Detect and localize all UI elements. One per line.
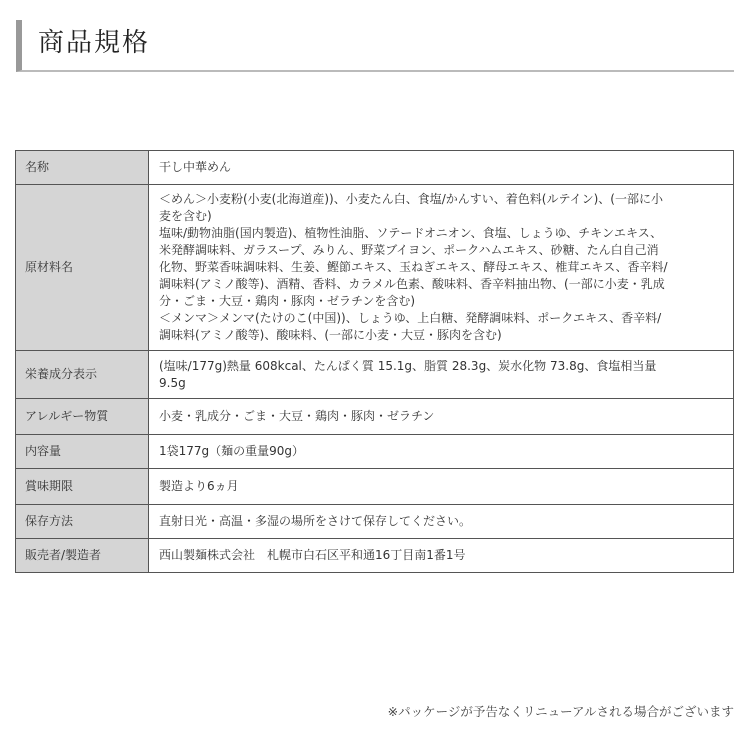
spec-row-allergens	[16, 399, 734, 435]
spec-value-line: 化物、野菜香味調味料、生姜、鰹節エキス、玉ねぎエキス、酵母エキス、椎茸エキス、香辛料/	[159, 260, 668, 274]
spec-row-storage	[16, 505, 734, 539]
spec-row-maker	[16, 539, 734, 573]
spec-value-line: ＜めん＞小麦粉(小麦(北海道産))、小麦たん白、食塩/かんすい、着色料(ルテイン)、(一部に小	[159, 192, 663, 206]
spec-value-line: (塩味/177g)熱量 608kcal、たんぱく質 15.1g、脂質 28.3g、炭水化物 73.8g、食塩相当量	[159, 358, 657, 373]
spec-value-line: 調味料(アミノ酸等)、酒精、香料、カラメル色素、酸味料、香辛料抽出物、(一部に小麦・乳成	[159, 277, 665, 291]
spec-value	[149, 185, 734, 351]
spec-value-line: 9.5g	[159, 375, 186, 390]
spec-row-nutrition	[16, 351, 734, 399]
spec-label: 保存方法	[16, 505, 149, 539]
spec-value-line: 分・ごま・大豆・鶏肉・豚肉・ゼラチンを含む)	[159, 294, 416, 308]
spec-value	[149, 469, 734, 505]
spec-value-line: 西山製麺株式会社 札幌市白石区平和通16丁目南1番1号	[159, 548, 466, 562]
page-title: 商品規格	[38, 28, 151, 58]
spec-value-line: 塩味/動物油脂(国内製造)、植物性油脂、ソテードオニオン、食塩、しょうゆ、チキンエキス、	[159, 226, 663, 240]
spec-label: 栄養成分表示	[16, 351, 149, 399]
spec-label: 名称	[16, 151, 149, 185]
spec-value	[149, 351, 734, 399]
renewal-notice: ※パッケージが予告なくリニューアルされる場合がございます	[387, 704, 734, 719]
spec-row-best-before	[16, 469, 734, 505]
spec-value-line: ＜メンマ＞メンマ(たけのこ(中国))、しょうゆ、上白糖、発酵調味料、ポークエキス、香辛料/	[159, 311, 662, 325]
spec-value-line: 小麦・乳成分・ごま・大豆・鶏肉・豚肉・ゼラチン	[159, 409, 435, 423]
spec-label: 販売者/製造者	[16, 539, 149, 573]
spec-value	[149, 151, 734, 185]
spec-value-line: 麦を含む)	[159, 209, 212, 223]
spec-value-line: 製造より6ヵ月	[159, 479, 239, 493]
spec-value-line: 調味料(アミノ酸等)、酸味料、(一部に小麦・大豆・豚肉を含む)	[159, 328, 502, 342]
spec-label: アレルギー物質	[16, 399, 149, 435]
spec-value-line: 1袋177g（麺の重量90g）	[159, 444, 305, 458]
spec-row-contents	[16, 435, 734, 469]
spec-value	[149, 435, 734, 469]
spec-value	[149, 539, 734, 573]
section-header	[16, 20, 734, 72]
spec-row-name	[16, 151, 734, 185]
spec-value-line: 干し中華めん	[159, 160, 232, 174]
spec-label: 原材料名	[16, 185, 149, 351]
spec-value	[149, 505, 734, 539]
spec-label: 内容量	[16, 435, 149, 469]
spec-label: 賞味期限	[16, 469, 149, 505]
spec-table	[15, 150, 734, 573]
spec-row-ingredients	[16, 185, 734, 351]
spec-value	[149, 399, 734, 435]
spec-value-line: 直射日光・高温・多湿の場所をさけて保存してください。	[159, 514, 472, 528]
spec-value-line: 米発酵調味料、ガラスープ、みりん、野菜ブイヨン、ポークハムエキス、砂糖、たん白自己消	[159, 243, 659, 257]
